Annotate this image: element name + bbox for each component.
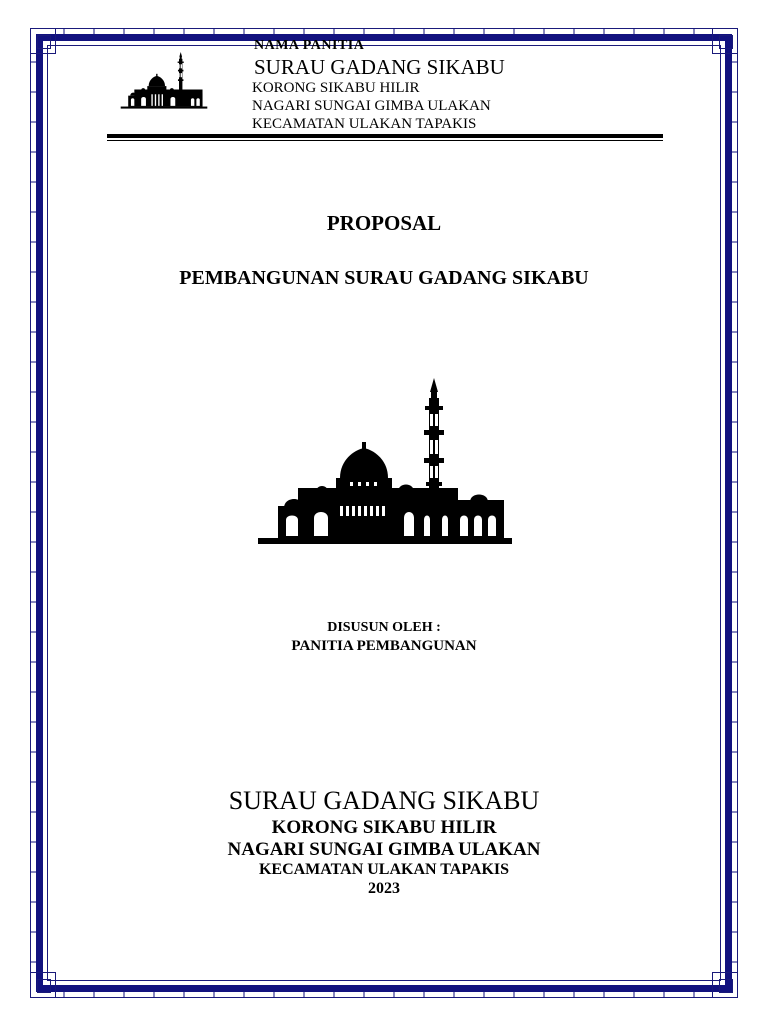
footer-line-nagari: NAGARI SUNGAI GIMBA ULAKAN xyxy=(227,839,541,860)
header-committee-line: NAMA PANITIA xyxy=(254,38,364,53)
prepared-by-committee: PANITIA PEMBANGUNAN xyxy=(291,638,477,654)
header-rule-thin xyxy=(107,140,663,141)
border-corner-top-left xyxy=(30,28,56,54)
header-line-korong: KORONG SIKABU HILIR xyxy=(252,80,420,96)
document-subject: PEMBANGUNAN SURAU GADANG SIKABU xyxy=(179,267,589,289)
header-title: SURAU GADANG SIKABU xyxy=(254,55,505,79)
header-mosque-icon xyxy=(107,52,221,112)
footer-title: SURAU GADANG SIKABU xyxy=(228,786,540,815)
header-line-kecamatan: KECAMATAN ULAKAN TAPAKIS xyxy=(252,116,477,132)
header-rule-thick xyxy=(107,134,663,138)
header-line-nagari: NAGARI SUNGAI GIMBA ULAKAN xyxy=(252,98,491,114)
document-type-title: PROPOSAL xyxy=(326,211,442,235)
border-corner-top-right xyxy=(712,28,738,54)
prepared-by-label: DISUSUN OLEH : xyxy=(327,620,441,635)
footer-line-kecamatan: KECAMATAN ULAKAN TAPAKIS xyxy=(258,861,510,878)
border-corner-bottom-right xyxy=(712,972,738,998)
border-corner-bottom-left xyxy=(30,972,56,998)
footer-year: 2023 xyxy=(368,880,400,897)
footer-line-korong: KORONG SIKABU HILIR xyxy=(271,817,497,838)
center-mosque-icon xyxy=(258,378,512,554)
